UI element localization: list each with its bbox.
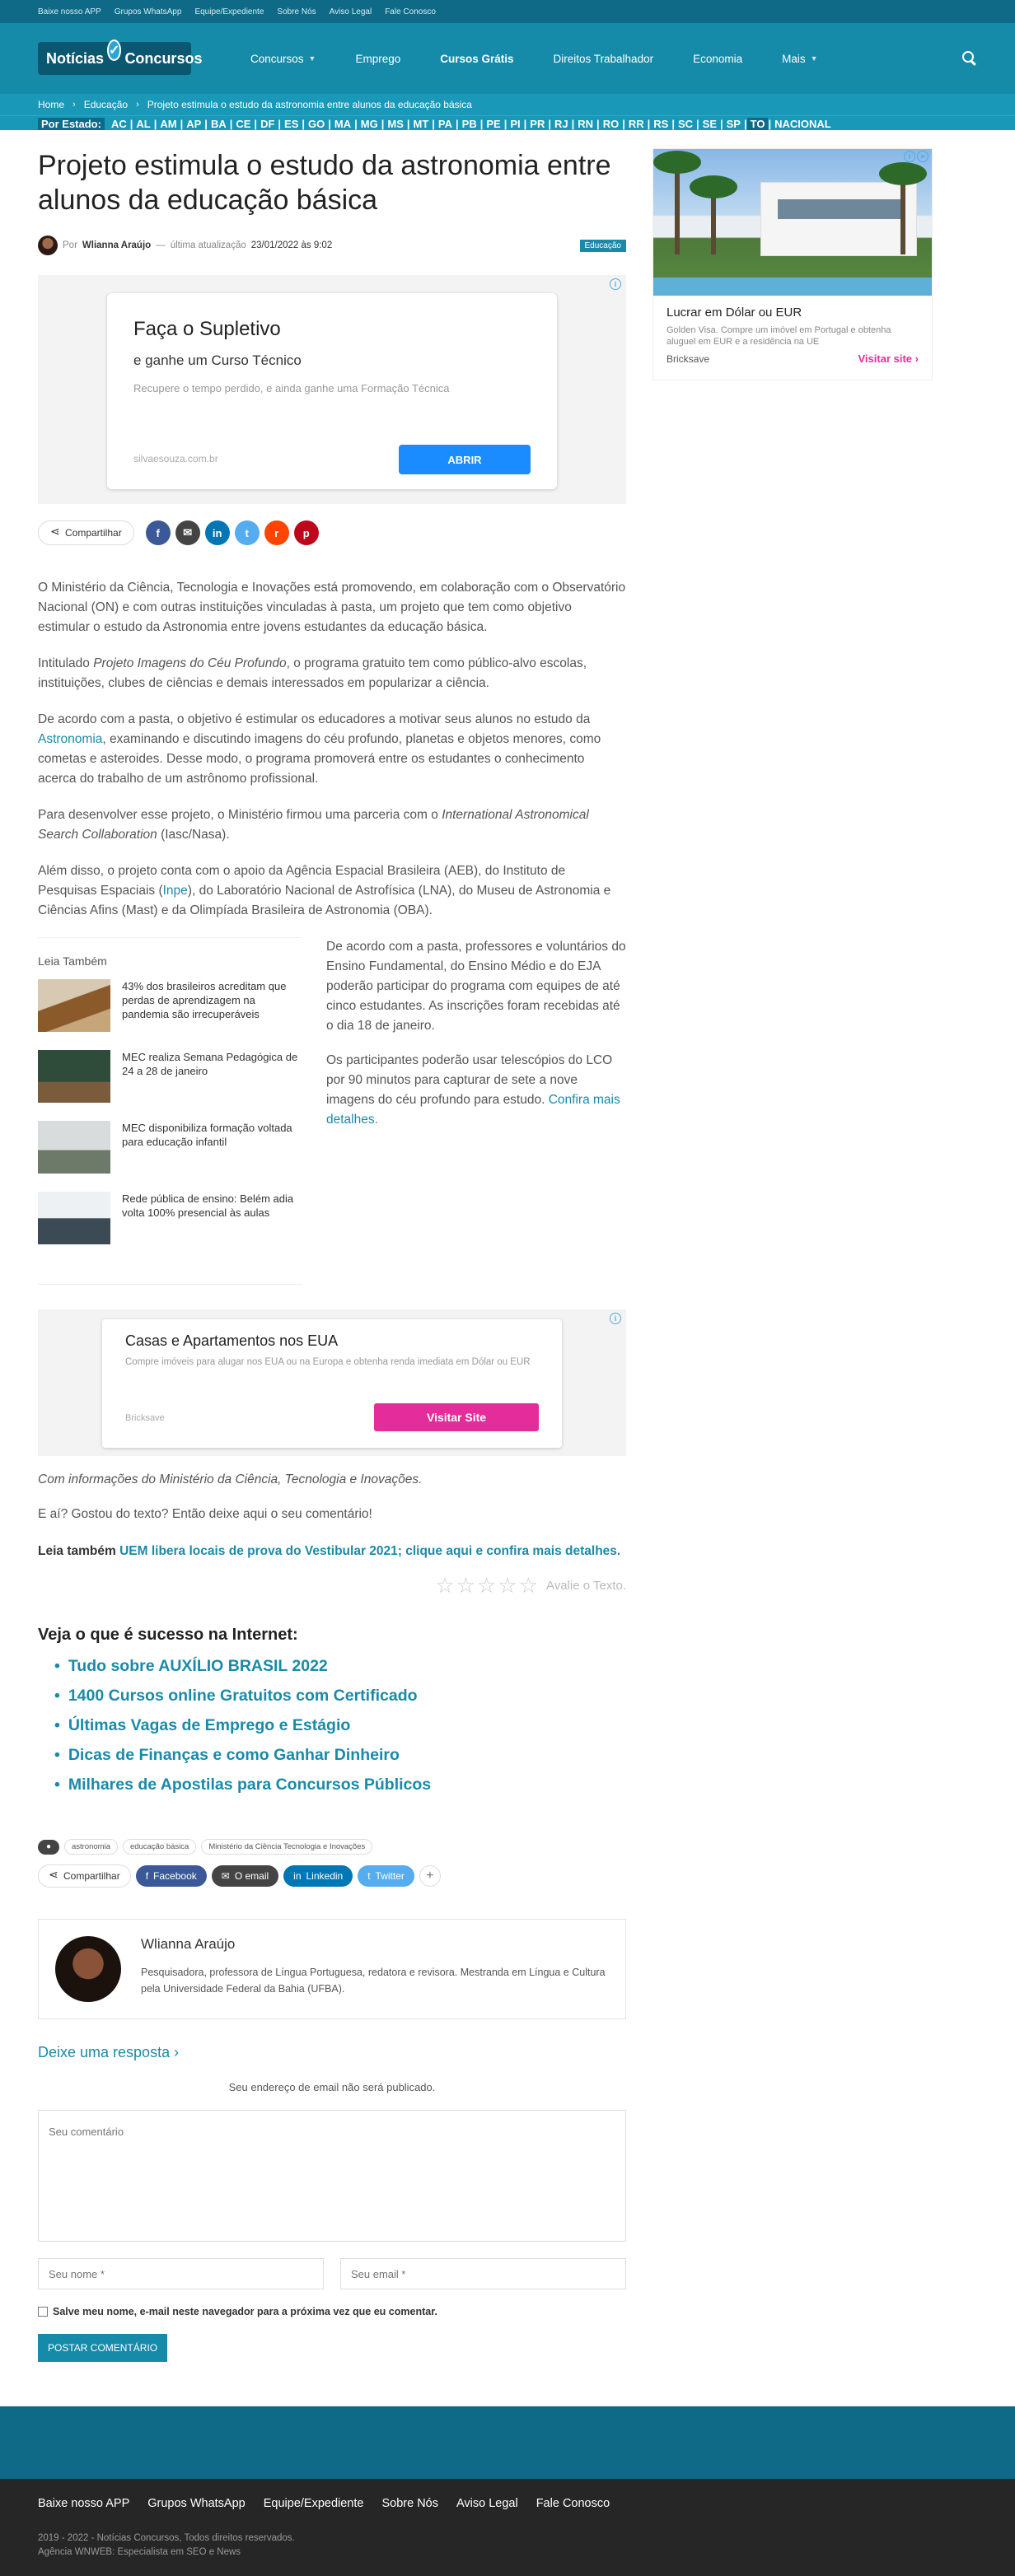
breadcrumb-section[interactable]: Educação (83, 99, 129, 110)
nav-item-direitos[interactable]: Direitos Trabalhador (553, 52, 654, 65)
facebook-icon[interactable]: f (146, 520, 171, 545)
author-box (38, 1919, 626, 2019)
linkedin-icon[interactable]: in (205, 520, 230, 545)
share-button[interactable]: ⋖ Compartilhar (38, 520, 134, 545)
state-link[interactable]: MS (387, 117, 404, 130)
star-rating (38, 1575, 626, 1596)
close-icon[interactable]: × (917, 151, 928, 162)
avatar (38, 236, 58, 255)
chevron-right-icon: › (72, 100, 76, 110)
email-icon[interactable]: ✉ (175, 520, 200, 545)
internet-link[interactable]: • Tudo sobre AUXÍLIO BRASIL 2022 (69, 1651, 626, 1681)
state-link[interactable]: ES (284, 117, 299, 130)
star-icon[interactable]: ☆ (477, 1573, 497, 1598)
state-link[interactable]: MT (413, 117, 429, 130)
main-nav (231, 53, 838, 65)
state-separator: | (596, 117, 600, 130)
star-icon[interactable]: ☆ (456, 1573, 476, 1598)
source-credit: Com informações do Ministério da Ciência, Tecnologia e Inovações. (38, 1472, 423, 1486)
details-link[interactable]: Confira mais detalhes. (326, 1093, 620, 1127)
state-separator: | (180, 117, 184, 130)
state-separator: | (503, 117, 508, 130)
site-header (0, 23, 1015, 94)
state-link[interactable]: RR (628, 117, 644, 130)
author-link[interactable]: Wlianna Araújo (82, 240, 152, 250)
topbar-link-contato[interactable]: Fale Conosco (385, 7, 436, 16)
reply-heading: Deixe uma resposta › (38, 2044, 180, 2060)
email-icon: ✉ (221, 1870, 230, 1882)
sidebar-ad[interactable] (652, 148, 933, 380)
state-separator: | (406, 117, 410, 130)
chevron-down-icon: ▼ (308, 54, 316, 63)
author-name[interactable]: Wlianna Araújo (141, 1936, 236, 1952)
ad-image (653, 149, 932, 296)
facebook-share-button[interactable]: f Facebook (136, 1865, 207, 1887)
state-separator: | (743, 117, 747, 130)
state-link[interactable]: NACIONAL (774, 117, 831, 130)
paragraph: Além disso, o projeto conta com o apoio da Agência Espacial Brasileira (AEB), do Instituto de Pesquisas Espaciais (Inpe), do Laboratório Nacional de Astrofísica (LNA), do Museu de Astronomia e Ciências Afins (Mast) e da Olimpíada Brasileira de Astronomia (OBA). (38, 864, 611, 917)
search-icon[interactable] (962, 51, 977, 66)
paragraph: Para desenvolver esse projeto, o Ministério firmou uma parceria com o International Astronomical Search Collaboration (Iasc/Nasa). (38, 808, 589, 842)
state-link[interactable]: PI (510, 117, 521, 130)
linkedin-icon: in (293, 1870, 302, 1882)
state-separator: | (204, 117, 208, 130)
state-separator: | (381, 117, 385, 130)
topbar-link-equipe[interactable]: Equipe/Expediente (194, 7, 264, 16)
state-separator: | (456, 117, 459, 130)
state-link[interactable]: PE (486, 117, 501, 130)
state-separator: | (153, 117, 157, 130)
ad-visit-button[interactable]: Visitar Site (374, 1403, 539, 1431)
state-link[interactable]: RS (653, 117, 669, 130)
breadcrumb-home[interactable]: Home (38, 99, 65, 110)
site-logo[interactable] (38, 42, 203, 75)
topbar-link-aviso[interactable]: Aviso Legal (329, 7, 372, 16)
state-link[interactable]: BA (210, 117, 227, 130)
state-separator: | (571, 117, 575, 130)
article-meta (38, 236, 626, 255)
state-separator: | (354, 117, 358, 130)
share-icon (49, 1871, 58, 1881)
state-separator: | (622, 117, 625, 130)
state-link[interactable]: TO (747, 118, 769, 130)
breadcrumb-current: Projeto estimula o estudo da astronomia entre alunos da educação básica (147, 99, 472, 110)
read-also-heading: Leia Também (38, 954, 107, 968)
comment-form (38, 2044, 626, 2395)
thumbnail (38, 1192, 110, 1244)
thumbnail (38, 1050, 110, 1103)
breadcrumb (0, 94, 1015, 115)
ad-description: Recupere o tempo perdido, e ainda ganhe uma Formação Técnica (133, 382, 450, 394)
paragraph: O Ministério da Ciência, Tecnologia e Inovações está promovendo, em colaboração com o Observatório Nacional (ON) e com outras instituições vinculadas à pasta, um projeto que tem como objetivo estimular o estudo da Astronomia entre jovens estudantes da educação básica. (38, 581, 626, 634)
pinterest-icon[interactable]: p (294, 520, 319, 545)
state-separator: | (278, 117, 282, 130)
internet-link[interactable]: • Milhares de Apostilas para Concursos Públicos (69, 1770, 626, 1799)
ad-headline: Casas e Apartamentos nos EUA (125, 1332, 339, 1349)
state-separator: | (479, 117, 484, 130)
ad-banner-middle[interactable] (38, 1309, 626, 1456)
by-label: Por (63, 240, 77, 250)
state-link[interactable]: SC (677, 117, 694, 130)
internet-link[interactable]: • Últimas Vagas de Emprego e Estágio (69, 1710, 626, 1740)
state-link[interactable]: CE (236, 117, 251, 130)
twitter-icon[interactable]: t (235, 520, 260, 545)
footer-link-whatsapp[interactable]: Grupos WhatsApp (147, 2497, 246, 2510)
read-also-link[interactable]: UEM libera locais de prova do Vestibular 2021; clique aqui e confira mais detalhes. (119, 1544, 621, 1558)
state-separator: | (720, 117, 723, 130)
topbar-link-app[interactable]: Baixe nosso APP (38, 7, 101, 16)
nav-item-economia[interactable]: Economia (693, 52, 743, 65)
topbar-link-whatsapp[interactable]: Grupos WhatsApp (114, 7, 182, 16)
more-share-icon[interactable]: + (419, 1865, 441, 1887)
article-main (38, 148, 626, 2395)
read-also-inline: Leia também UEM libera locais de prova do Vestibular 2021; clique aqui e confira mais detalhes. (38, 1544, 621, 1558)
reply-note: Seu endereço de email não será publicado. (228, 2081, 436, 2093)
tag-list (38, 1839, 626, 1855)
page-title: Projeto estimula o estudo da astronomia entre alunos da educação básica (38, 150, 611, 216)
state-separator: | (696, 117, 699, 130)
top-bar (0, 0, 1015, 23)
ad-domain: Bricksave (125, 1413, 165, 1423)
state-link[interactable]: PA (437, 117, 453, 130)
email-share-button[interactable]: ✉ O email (212, 1865, 278, 1887)
linkedin-share-button[interactable]: in Linkedin (283, 1865, 353, 1887)
adchoices-icon[interactable]: i (610, 278, 621, 290)
list-item[interactable]: MEC disponibiliza formação voltada para educação infantil (38, 1121, 302, 1174)
pool-illustration (653, 278, 932, 296)
state-link[interactable]: RN (578, 117, 594, 130)
state-link[interactable]: PR (530, 117, 545, 130)
state-link[interactable]: AL (136, 117, 151, 130)
updated-label: última atualização (170, 240, 246, 250)
share-bar-bottom (38, 1864, 626, 1888)
paragraph: Os participantes poderão usar telescópios do LCO por 90 minutos para capturar de sete a nove imagens do céu profundo para estudo. Confira mais detalhes. (326, 1053, 620, 1127)
state-separator: | (229, 117, 233, 130)
state-link[interactable]: PB (461, 117, 477, 130)
nav-item-mais[interactable]: Mais ▼ (782, 52, 818, 65)
palm-illustration (675, 164, 680, 254)
submit-comment-button[interactable]: POSTAR COMENTÁRIO (38, 2334, 167, 2362)
footer-link-sobre[interactable]: Sobre Nós (381, 2497, 438, 2510)
ad-card[interactable] (107, 293, 557, 489)
share-button[interactable]: ⋖ Compartilhar (38, 1864, 131, 1888)
comment-prompt: E aí? Gostou do texto? Então deixe aqui o seu comentário! (38, 1507, 372, 1521)
state-separator: | (523, 117, 527, 130)
thumbnail (38, 979, 110, 1032)
list-item[interactable]: MEC realiza Semana Pedagógica de 24 a 28 de janeiro (38, 1050, 302, 1103)
state-separator: | (302, 117, 306, 130)
state-link[interactable]: SP (726, 117, 741, 130)
astronomia-link[interactable]: Astronomia (38, 732, 103, 746)
name-field[interactable] (38, 2258, 324, 2289)
save-info-checkbox[interactable]: Salve meu nome, e-mail neste navegador para a próxima vez que eu comentar. (38, 2306, 626, 2317)
inpe-link[interactable]: Inpe (162, 884, 188, 898)
facebook-icon: f (145, 1870, 149, 1882)
updated-date: 23/01/2022 às 9:02 (250, 240, 333, 250)
state-link[interactable]: RO (602, 117, 620, 130)
state-separator: | (647, 117, 651, 130)
state-link[interactable]: SE (702, 117, 717, 130)
ad-description: Compre imóveis para alugar nos EUA ou na Europa e obtenha renda imediata em Dólar ou EUR (125, 1357, 531, 1367)
ad-domain: Bricksave (667, 352, 710, 365)
email-field[interactable] (340, 2258, 626, 2289)
list-item[interactable]: Rede pública de ensino: Belém adia volta 100% presencial às aulas (38, 1192, 302, 1244)
reddit-icon[interactable]: r (264, 520, 289, 545)
star-icon[interactable]: ☆ (435, 1573, 455, 1598)
category-badge[interactable]: Educação (580, 240, 626, 252)
paragraph: De acordo com a pasta, professores e voluntários do Ensino Fundamental, do Ensino Médio e do EJA poderão participar do programa com equipes de até cinco estudantes. As inscrições foram recebidas até o dia 18 de janeiro. (326, 940, 626, 1033)
tag-icon: ● (38, 1840, 59, 1855)
chevron-right-icon: › (136, 100, 139, 110)
state-link[interactable]: MG (360, 117, 378, 130)
copyright: 2019 - 2022 - Notícias Concursos, Todos direitos reservados. Agência WNWEB: Especialista em SEO e News (38, 2533, 295, 2557)
footer-link-app[interactable]: Baixe nosso APP (38, 2497, 130, 2510)
state-separator: | (254, 117, 258, 130)
palm-illustration (900, 175, 905, 254)
state-separator: | (548, 117, 551, 130)
comment-field[interactable] (38, 2110, 626, 2242)
list-item[interactable]: 43% dos brasileiros acreditam que perdas de aprendizagem na pandemia são irrecuperáveis (38, 979, 302, 1032)
footer-link-contato[interactable]: Fale Conosco (536, 2497, 610, 2510)
palm-illustration (711, 189, 716, 254)
internet-link[interactable]: • Dicas de Finanças e como Ganhar Dinheiro (69, 1740, 626, 1770)
state-separator: | (432, 117, 435, 130)
state-separator: | (671, 117, 675, 130)
chevron-right-icon: › (914, 352, 919, 365)
star-icon[interactable]: ☆ (498, 1573, 517, 1598)
share-icon (50, 528, 60, 538)
internet-heading: Veja o que é sucesso na Internet: (38, 1626, 298, 1644)
chevron-down-icon: ▼ (810, 54, 818, 63)
ad-headline: Lucrar em Dólar ou EUR (667, 306, 802, 320)
sidebar (652, 148, 933, 2395)
adchoices-icon[interactable]: i (610, 1313, 621, 1324)
adchoices-icon[interactable]: i (904, 151, 915, 162)
check-icon: ✓ (107, 40, 121, 61)
share-bar-top (38, 520, 626, 545)
internet-link[interactable]: • 1400 Cursos online Gratuitos com Certificado (69, 1681, 626, 1710)
logo-text-2: Concursos (124, 49, 203, 67)
tag[interactable]: astronomia (64, 1839, 118, 1855)
avatar (55, 1936, 121, 2002)
twitter-share-button[interactable]: t Twitter (358, 1865, 414, 1887)
logo-text-1: Notícias (46, 49, 105, 67)
state-link[interactable]: RJ (554, 117, 568, 130)
state-bar-label: Por Estado: (38, 118, 105, 130)
read-also-box (38, 937, 302, 1285)
ad-banner-top[interactable] (38, 275, 626, 504)
chevron-right-icon: › (174, 2044, 180, 2060)
state-separator: | (768, 117, 772, 130)
state-link[interactable]: DF (260, 117, 275, 130)
nav-item-concursos[interactable]: Concursos ▼ (250, 52, 316, 65)
internet-links (38, 1626, 626, 1799)
ad-domain: silvaesouza.com.br (133, 453, 218, 464)
state-separator: | (129, 117, 133, 130)
ad-description: Golden Visa. Compre um imóvel em Portugal e obtenha aluguel em EUR e a residência na UE (667, 325, 891, 347)
paragraph: De acordo com a pasta, o objetivo é estimular os educadores a motivar seus alunos no estudo da Astronomia, examinando e discutindo imagens do céu profundo, planetas e objetos menores, como cometas e asteroides. Desse modo, o programa promoverá entre os estudantes o conhecimento acerca do trabalho de um astrônomo profissional. (38, 712, 601, 786)
rating-label: Avalie o Texto. (545, 1578, 626, 1593)
paragraph: Intitulado Projeto Imagens do Céu Profundo, o programa gratuito tem como público-alvo escolas, instituições, clubes de ciências e demais interessados em popularizar a ciência. (38, 656, 587, 690)
house-illustration (760, 182, 917, 256)
read-also-row (38, 937, 626, 1285)
thumbnail (38, 1121, 110, 1174)
tag[interactable]: Ministério da Ciência Tecnologia e Inovações (201, 1839, 372, 1855)
state-link[interactable]: MA (334, 117, 352, 130)
article-body-cont (326, 937, 626, 1285)
state-link[interactable]: GO (308, 117, 325, 130)
footer-link-equipe[interactable]: Equipe/Expediente (263, 2497, 364, 2510)
state-separator: | (328, 117, 331, 130)
ad-subline: e ganhe um Curso Técnico (133, 352, 302, 368)
twitter-icon: t (367, 1870, 371, 1882)
tag[interactable]: educação básica (123, 1839, 196, 1855)
nav-item-emprego[interactable]: Emprego (355, 52, 401, 65)
ad-card[interactable] (102, 1319, 562, 1448)
state-link[interactable]: AP (186, 117, 202, 130)
ad-visit-button[interactable]: Visitar site › (858, 352, 919, 365)
state-bar (0, 115, 1015, 130)
topbar-link-sobre[interactable]: Sobre Nós (277, 7, 316, 16)
state-link[interactable]: AC (110, 117, 127, 130)
author-bio: Pesquisadora, professora de Língua Portuguesa, redatora e revisora. Mestranda em Língua e Cultura pela Universidade Federal da Bahia (UFBA). (141, 1967, 606, 1995)
article-body (38, 578, 626, 921)
star-icon[interactable]: ☆ (518, 1573, 538, 1598)
footer-band (0, 2406, 1015, 2479)
ad-headline: Faça o Supletivo (133, 318, 281, 340)
nav-item-cursos[interactable]: Cursos Grátis (440, 52, 514, 65)
footer-link-aviso[interactable]: Aviso Legal (456, 2497, 518, 2510)
meta-separator: — (156, 240, 166, 250)
ad-open-button[interactable]: ABRIR (399, 445, 531, 474)
checkbox[interactable] (38, 2307, 48, 2317)
state-link[interactable]: AM (160, 117, 177, 130)
site-footer (0, 2479, 1015, 2576)
